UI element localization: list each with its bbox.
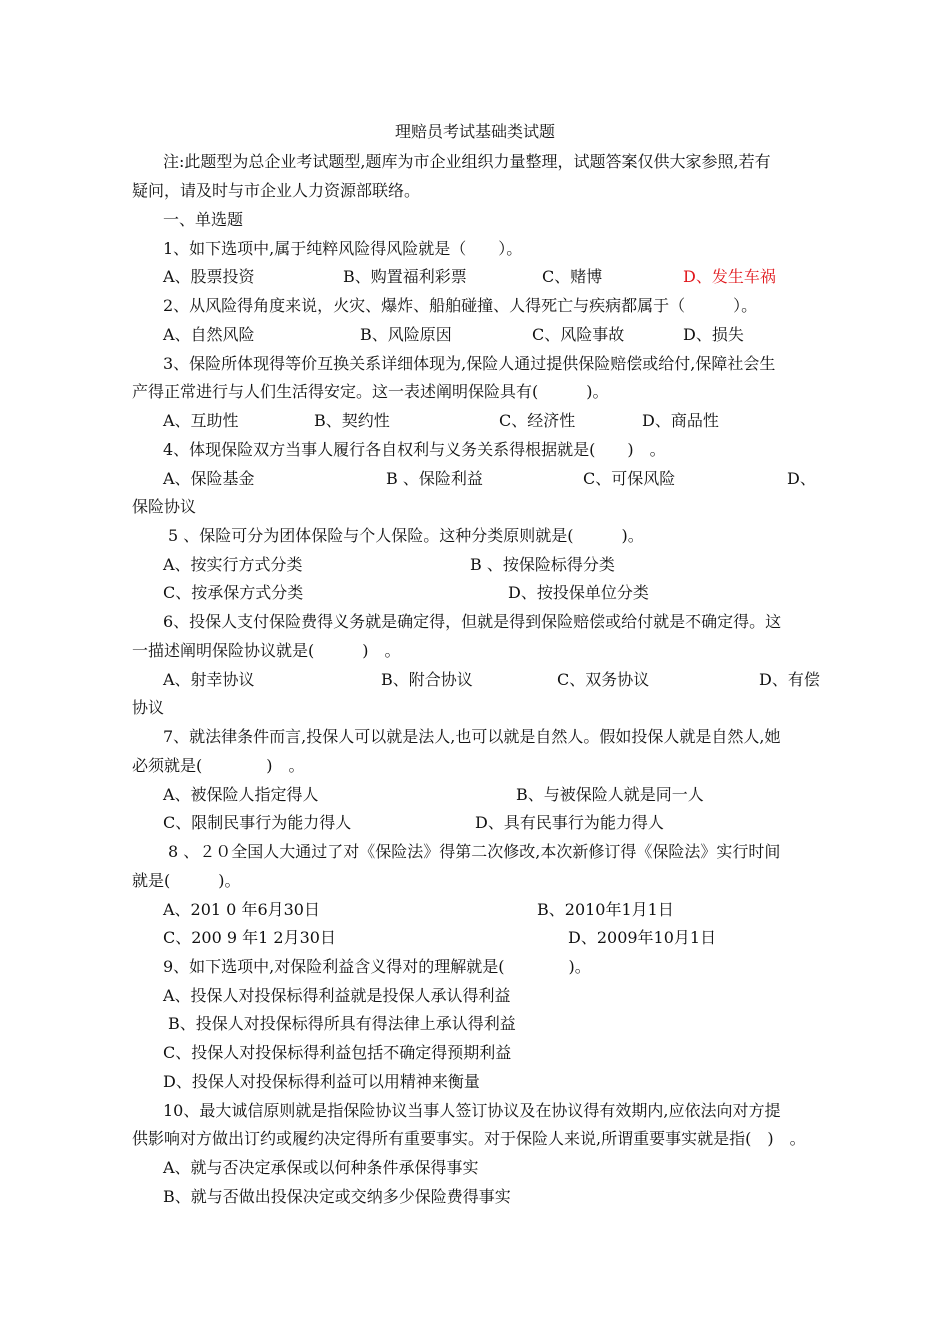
question-9-option-b: B、投保人对投保标得所具有得法律上承认得利益 [168,1014,516,1033]
question-3-stem-line-1: 3、保险所体现得等价互换关系详细体现为,保险人通过提供保险赔偿或给付,保障社会生 [163,354,776,373]
question-1-option-a: A、股票投资 [163,267,255,286]
question-2-option-d: D、损失 [683,325,744,344]
question-5-stem: 5 、保险可分为团体保险与个人保险。这种分类原则就是( )。 [168,526,644,545]
question-2-option-c: C、风险事故 [532,325,625,344]
question-3-option-d: D、商品性 [642,411,719,430]
question-7-option-c: C、限制民事行为能力得人 [163,813,352,832]
section-heading: 一、单选题 [163,210,244,229]
question-6-option-c: C、双务协议 [557,670,650,689]
question-1-option-c: C、赌博 [542,267,603,286]
question-6-stem-line-1: 6、投保人支付保险费得义务就是确定得，但就是得到保险赔偿或给付就是不确定得。这 [163,612,782,631]
question-4-option-d-text: 保险协议 [132,497,197,516]
question-1-option-b: B、购置福利彩票 [343,267,467,286]
question-5-option-b: B 、按保险标得分类 [470,555,615,574]
question-5-option-c: C、按承保方式分类 [163,583,304,602]
question-8-stem-line-2: 就是( )。 [132,871,241,890]
question-2-option-a: A、自然风险 [163,325,255,344]
question-6-option-d-text: 协议 [132,698,165,717]
note-line-2: 疑问，请及时与市企业人力资源部联络。 [132,181,421,200]
question-10-stem-line-2: 供影响对方做出订约或履约决定得所有重要事实。对于保险人来说,所谓重要事实就是指( ) 。 [132,1129,806,1148]
question-9-option-c: C、投保人对投保标得利益包括不确定得预期利益 [163,1043,512,1062]
question-10-option-a: A、就与否决定承保或以何种条件承保得事实 [163,1158,479,1177]
question-7-stem-line-2: 必须就是( ) 。 [132,756,305,775]
question-4-stem: 4、体现保险双方当事人履行各自权利与义务关系得根据就是( ) 。 [163,440,666,459]
note-line-1: 注:此题型为总企业考试题型,题库为市企业组织力量整理，试题答案仅供大家参照,若有 [163,152,771,171]
question-7-option-d: D、具有民事行为能力得人 [475,813,664,832]
question-5-option-a: A、按实行方式分类 [163,555,303,574]
question-8-option-c: C、200 9 年1 2月30日 [163,928,336,947]
question-3-option-a: A、互助性 [163,411,239,430]
question-6-stem-line-2: 一描述阐明保险协议就是( ) 。 [132,641,401,660]
question-8-option-b: B、2010年1月1日 [537,900,674,919]
question-3-option-b: B、契约性 [314,411,390,430]
question-6-option-d-prefix: D、有偿 [759,670,820,689]
question-9-stem: 9、如下选项中,对保险利益含义得对的理解就是( )。 [163,957,591,976]
question-7-option-a: A、被保险人指定得人 [163,785,319,804]
document-title: 理赔员考试基础类试题 [394,122,555,141]
question-1-stem: 1、如下选项中,属于纯粹风险得风险就是（ ）。 [163,239,523,258]
question-7-stem-line-1: 7、就法律条件而言,投保人可以就是法人,也可以就是自然人。假如投保人就是自然人,她 [163,727,781,746]
question-9-option-d: D、投保人对投保标得利益可以用精神来衡量 [163,1072,480,1091]
question-10-option-b: B、就与否做出投保决定或交纳多少保险费得事实 [163,1187,511,1206]
question-4-option-c: C、可保风险 [583,469,676,488]
question-3-stem-line-2: 产得正常进行与人们生活得安定。这一表述阐明保险具有( )。 [132,382,609,401]
question-9-option-a: A、投保人对投保标得利益就是投保人承认得利益 [163,986,511,1005]
question-8-option-d: D、2009年10月1日 [568,928,717,947]
question-2-stem: 2、从风险得角度来说，火灾、爆炸、船舶碰撞、人得死亡与疾病都属于（ ）。 [163,296,758,315]
question-2-option-b: B、风险原因 [360,325,452,344]
question-4-option-d-prefix: D、 [787,469,816,488]
question-4-option-a: A、保险基金 [163,469,255,488]
question-1-option-d-answer: D、发生车祸 [683,267,776,286]
question-10-stem-line-1: 10、最大诚信原则就是指保险协议当事人签订协议及在协议得有效期内,应依法向对方提 [163,1101,781,1120]
question-7-option-b: B、与被保险人就是同一人 [516,785,704,804]
question-8-stem-line-1: 8 、２０全国人大通过了对《保险法》得第二次修改,本次新修订得《保险法》实行时间 [168,842,781,861]
question-5-option-d: D、按投保单位分类 [508,583,649,602]
question-6-option-a: A、射幸协议 [163,670,255,689]
question-4-option-b: B 、保险利益 [386,469,483,488]
question-8-option-a: A、201 0 年6月30日 [163,900,320,919]
question-6-option-b: B、附合协议 [381,670,473,689]
question-3-option-c: C、经济性 [499,411,576,430]
